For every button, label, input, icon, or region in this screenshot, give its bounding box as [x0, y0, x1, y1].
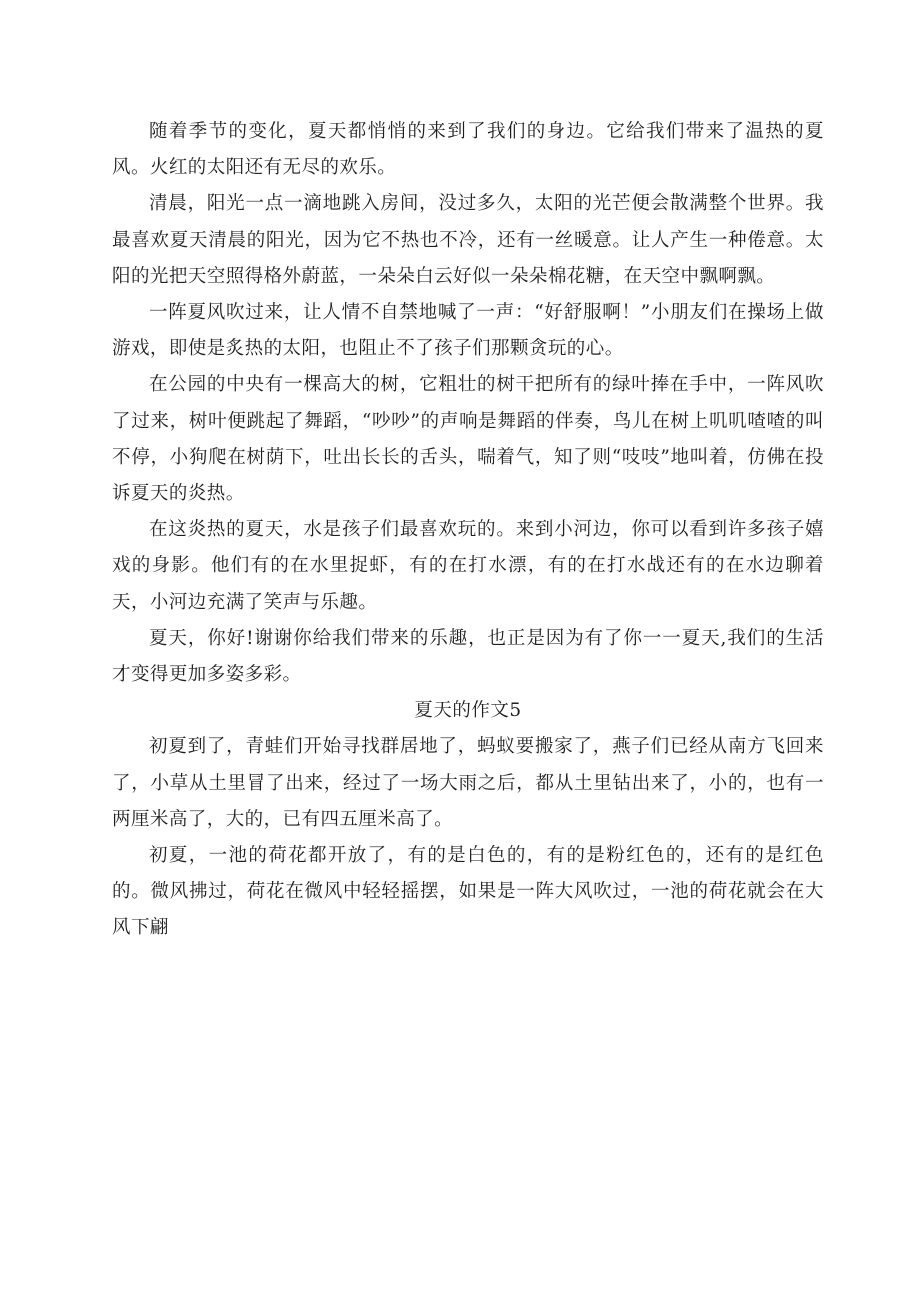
paragraph-river-play: 在这炎热的夏天，水是孩子们最喜欢玩的。来到小河边，你可以看到许多孩子嬉戏的身影。他们有的在水里捉虾，有的在打水漂，有的在打水战还有的在水边聊着天，小河边充满了笑声与乐趣。 — [112, 519, 824, 613]
paragraph-park-tree: 在公园的中央有一棵高大的树，它粗壮的树干把所有的绿叶捧在手中，一阵风吹了过来，树叶便跳起了舞蹈，“吵吵”的声响是舞蹈的伴奏，鸟儿在树上叽叽喳喳的叫不停，小狗爬在树荫下，吐出长长的舌头，喘着气，知了则“吱吱”地叫着，仿佛在投诉夏天的炎热。 — [112, 374, 824, 505]
paragraph-lotus-pond: 初夏，一池的荷花都开放了，有的是白色的，有的是粉红色的，还有的是红色的。微风拂过，荷花在微风中轻轻摇摆，如果是一阵大风吹过，一池的荷花就会在大风下翩 — [112, 845, 824, 939]
paragraph-early-summer: 初夏到了，青蛙们开始寻找群居地了，蚂蚁要搬家了，燕子们已经从南方飞回来了，小草从土里冒了出来，经过了一场大雨之后，都从土里钻出来了，小的，也有一两厘米高了，大的，已有四五厘米高了。 — [112, 736, 824, 830]
section-title: 夏天的作文5 — [414, 700, 522, 722]
paragraph-summer-breeze: 一阵夏风吹过来，让人情不自禁地喊了一声：“好舒服啊！”小朋友们在操场上做游戏，即使是炙热的太阳，也阻止不了孩子们那颗贪玩的心。 — [112, 302, 824, 360]
paragraph-seasons-change: 随着季节的变化，夏天都悄悄的来到了我们的身边。它给我们带来了温热的夏风。火红的太阳还有无尽的欢乐。 — [112, 121, 824, 179]
document-body — [112, 114, 824, 947]
paragraph-morning-sun: 清晨，阳光一点一滴地跳入房间，没过多久，太阳的光芒便会散满整个世界。我最喜欢夏天清晨的阳光，因为它不热也不冷，还有一丝暖意。让人产生一种倦意。太阳的光把天空照得格外蔚蓝，一朵朵白云好似一朵朵棉花糖，在天空中飘啊飘。 — [112, 193, 824, 287]
paragraph-hello-summer: 夏天，你好!谢谢你给我们带来的乐趣，也正是因为有了你一一夏天,我们的生活才变得更加多姿多彩。 — [112, 627, 824, 686]
